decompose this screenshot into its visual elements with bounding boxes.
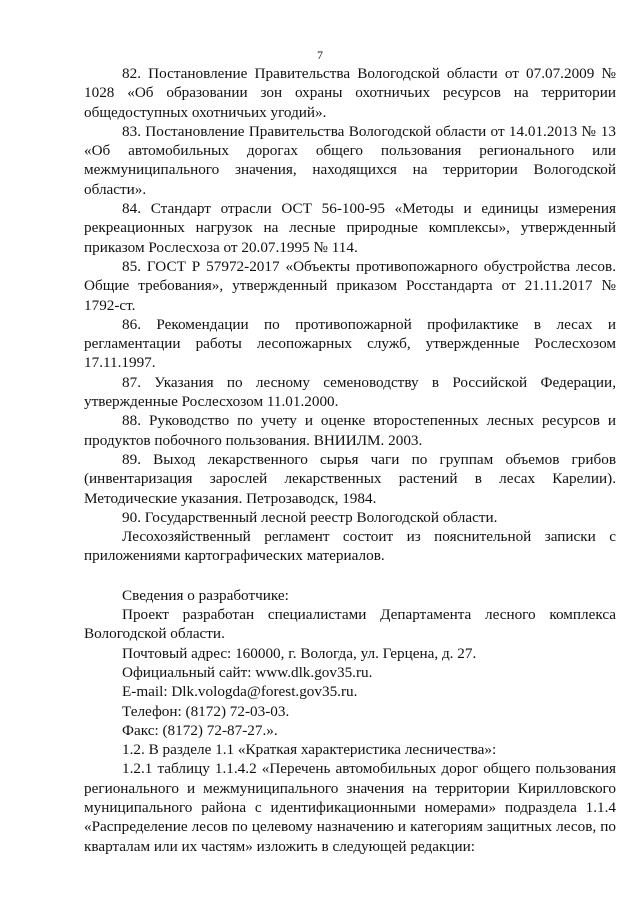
list-item-86: 86. Рекомендации по противопожарной профилактике в лесах и регламентации работы лесопожарных служб, утвержденные Рослесхозом 17.11.1997. — [84, 315, 616, 372]
developer-postal-address: Почтовый адрес: 160000, г. Вологда, ул. Герцена, д. 27. — [122, 644, 477, 662]
list-item-87: 87. Указания по лесному семеноводству в Российской Федерации, утвержденные Рослесхозом 11.01.2000. — [84, 373, 616, 411]
list-item-84: 84. Стандарт отрасли ОСТ 56-100-95 «Методы и единицы измерения рекреационных нагрузок на лесные природные комплексы», утвержденный приказом Рослесхоза от 20.07.1995 № 114. — [84, 200, 616, 256]
list-item-90: 90. Государственный лесной реестр Вологодской области. — [122, 508, 498, 526]
developer-fax: Факс: (8172) 72-87-27.». — [122, 721, 278, 739]
amendment-table-paragraph: 1.2.1 таблицу 1.1.4.2 «Перечень автомобильных дорог общего пользования регионального и межмуниципального значения на территории Кирилловского муниципального района с идентификационными номерами» подраздела 1.1.4 «Распределение лесов по целевому назначению и категориям защитных лесов, по кварталам или их частям» изложить в следующей редакции: — [84, 760, 616, 855]
regulation-composition-paragraph: Лесохозяйственный регламент состоит из пояснительной записки с приложениями картографических материалов. — [84, 528, 616, 565]
developer-project-line: Проект разработан специалистами Департамента лесного комплекса Вологодской области. — [84, 606, 616, 643]
section-spacer — [84, 566, 616, 586]
list-item-82: 82. Постановление Правительства Вологодской области от 07.07.2009 № 1028 «Об образовании зон охраны охотничьих ресурсов на территории общедоступных охотничьих угодий». — [84, 65, 616, 121]
list-item-83: 83. Постановление Правительства Вологодской области от 14.01.2013 № 13 «Об автомобильных дорогах общего пользования регионального или межмуниципального значения, находящихся на территории Вологодской области». — [84, 122, 616, 198]
amendment-section-heading: 1.2. В разделе 1.1 «Краткая характеристика лесничества»: — [122, 741, 497, 759]
list-item-89: 89. Выход лекарственного сырья чаги по группам объемов грибов (инвентаризация зарослей лекарственных растений в лесах Карелии). Методические указания. Петрозаводск, 1984. — [84, 450, 616, 507]
list-item-88: 88. Руководство по учету и оценке второстепенных лесных ресурсов и продуктов побочного пользования. ВНИИЛМ. 2003. — [84, 412, 616, 449]
list-item-85: 85. ГОСТ Р 57972-2017 «Объекты противопожарного обустройства лесов. Общие требования», утвержденный приказом Росстандарта от 21.11.2017 № 1792-ст. — [84, 257, 616, 314]
page-number: 7 — [317, 48, 323, 62]
developer-phone: Телефон: (8172) 72-03-03. — [122, 702, 290, 720]
developer-email: E-mail: Dlk.vologda@forest.gov35.ru. — [122, 683, 358, 701]
developer-heading: Сведения о разработчике: — [122, 586, 289, 604]
developer-website: Официальный сайт: www.dlk.gov35.ru. — [122, 663, 373, 681]
document-body — [84, 64, 616, 856]
